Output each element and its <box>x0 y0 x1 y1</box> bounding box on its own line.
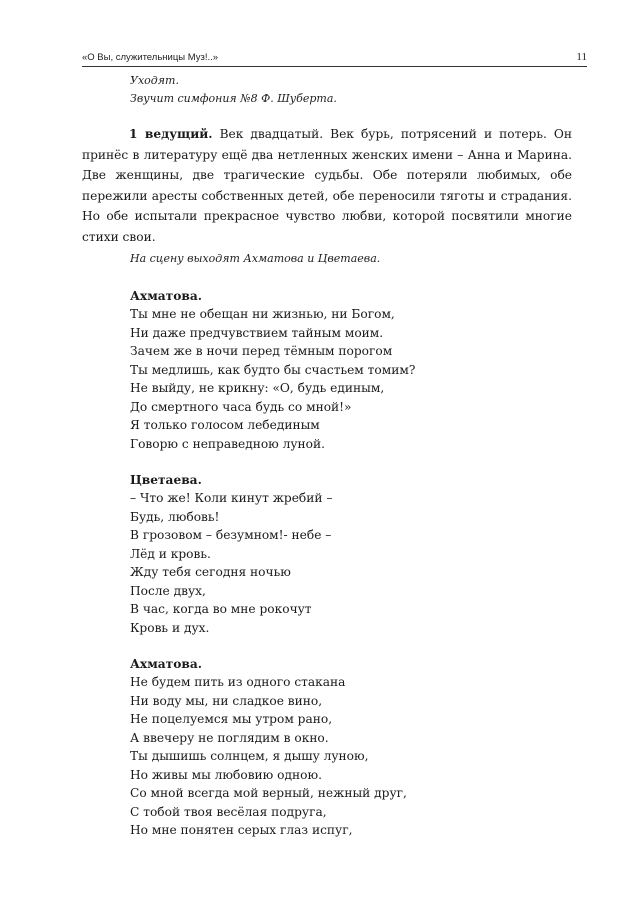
stage-line: На сцену выходят Ахматова и Цветаева. <box>130 252 381 265</box>
stage-line: Звучит симфония №8 Ф. Шуберта. <box>130 92 337 105</box>
verse-line: В грозовом – безумном!- небе – <box>130 528 332 543</box>
verse-line: Будь, любовь! <box>130 509 220 524</box>
verse-line: – Что же! Коли кинут жребий – <box>130 491 333 506</box>
verse-block-tsvetaeva <box>130 471 332 637</box>
stage-direction-mid <box>130 250 380 268</box>
running-header <box>82 52 587 66</box>
verse-line: С тобой твоя весёлая подруга, <box>130 804 327 819</box>
stage-line: Уходят. <box>130 74 179 87</box>
page-number: 11 <box>576 51 587 63</box>
verse-line: Со мной всегда мой верный, нежный друг, <box>130 786 407 801</box>
speaker-name: Цветаева. <box>130 473 202 487</box>
verse-line: Кровь и дух. <box>130 620 210 635</box>
verse-line: В час, когда во мне рокочут <box>130 602 312 617</box>
verse-line: До смертного часа будь со мной!» <box>130 399 352 414</box>
verse-line: После двух, <box>130 583 206 598</box>
verse-line: Я только голосом лебединым <box>130 418 320 433</box>
verse-line: Говорю с неправедною луной. <box>130 436 326 451</box>
narrator-paragraph <box>82 124 572 248</box>
verse-line: Лёд и кровь. <box>130 546 211 561</box>
stage-direction-top <box>130 72 337 108</box>
verse-line: Не поцелуемся мы утром рано, <box>130 712 333 727</box>
verse-line: Не выйду, не крикну: «О, будь единым, <box>130 381 385 396</box>
narrator-text: Век двадцатый. Век бурь, потрясений и потерь. Он принёс в литературу ещё два нетленных женских имени – Анна и Марина. Две женщины, две трагические судьбы. Обе потеряли любимых, обе пережили аресты собственных детей, обе переносили тяготы и страдания. Но обе испытали прекрасное чувство любви, которой посвятили многие стихи свои. <box>82 127 572 244</box>
speaker-name: Ахматова. <box>130 657 202 671</box>
verse-line: Но мне понятен серых глаз испуг, <box>130 823 353 838</box>
verse-line: Зачем же в ночи перед тёмным порогом <box>130 344 393 359</box>
verse-line: Ты мне не обещан ни жизнью, ни Богом, <box>130 307 395 322</box>
verse-line: Ты медлишь, как будто бы счастьем томим? <box>130 362 416 377</box>
verse-block-akhmatova-2 <box>130 655 407 840</box>
verse-line: Ни даже предчувствием тайным моим. <box>130 325 384 340</box>
header-rule <box>82 66 587 67</box>
verse-line: А ввечеру не поглядим в окно. <box>130 730 329 745</box>
verse-line: Не будем пить из одного стакана <box>130 675 346 690</box>
verse-line: Ни воду мы, ни сладкое вино, <box>130 693 323 708</box>
speaker-name: Ахматова. <box>130 289 202 303</box>
verse-line: Ты дышишь солнцем, я дышу луною, <box>130 749 369 764</box>
narrator-label: 1 ведущий. <box>129 127 213 141</box>
verse-line: Но живы мы любовию одною. <box>130 767 322 782</box>
verse-line: Жду тебя сегодня ночью <box>130 565 291 580</box>
running-title: «О Вы, служительницы Муз!..» <box>82 52 219 63</box>
verse-block-akhmatova-1 <box>130 287 415 453</box>
